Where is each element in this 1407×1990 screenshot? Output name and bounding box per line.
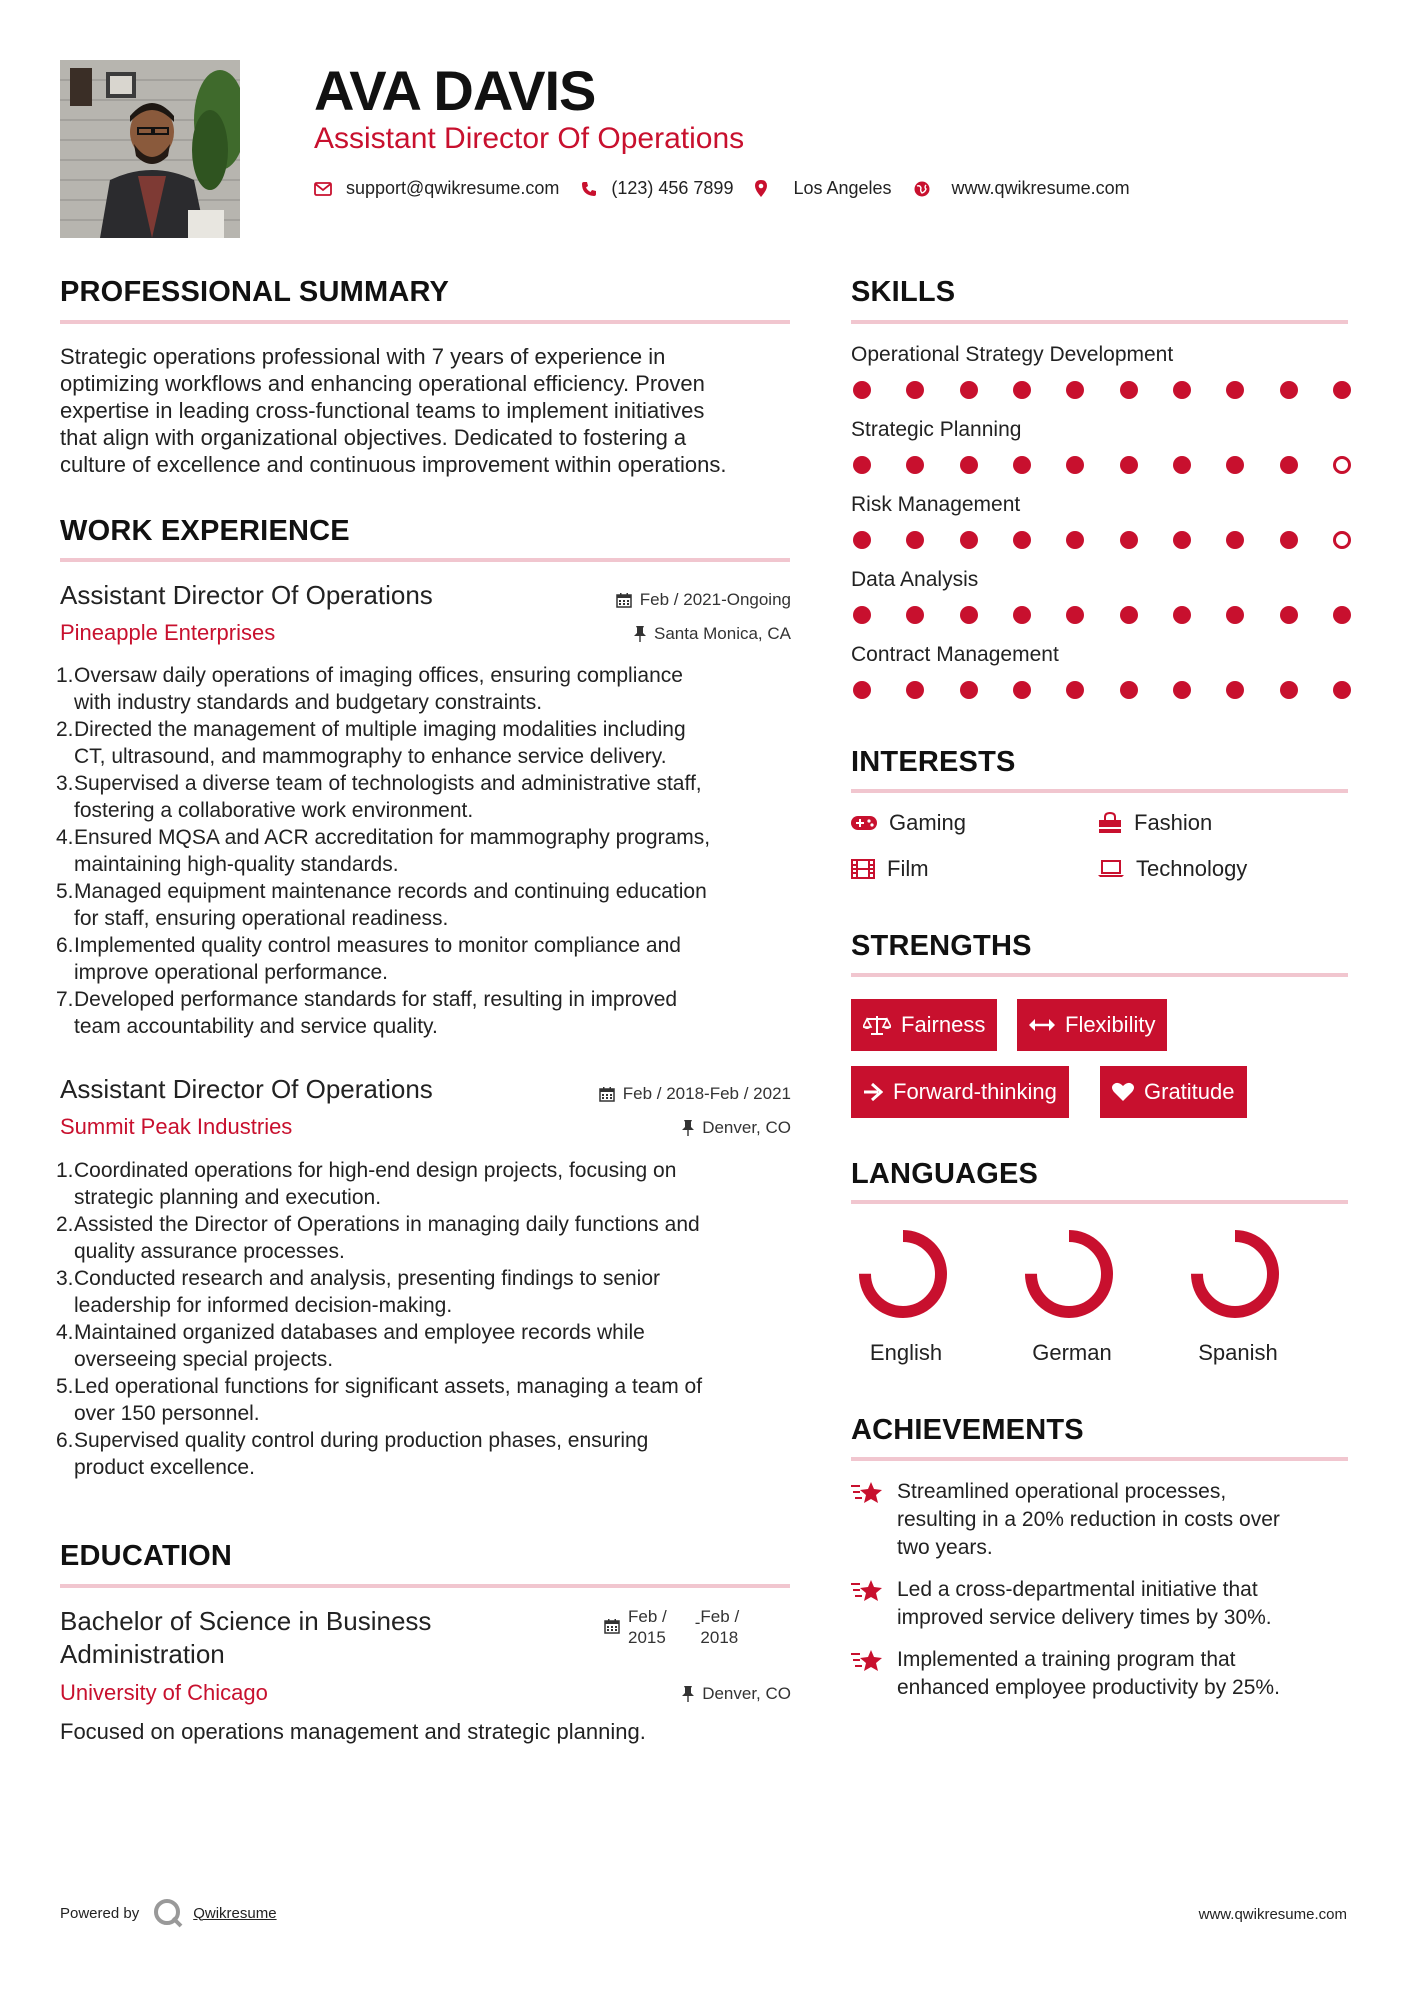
thumbtack-icon	[634, 626, 646, 642]
rating-dot-filled	[1013, 381, 1031, 399]
calendar-icon	[604, 1618, 620, 1634]
trophy-star-icon	[851, 1648, 885, 1674]
footer-powered-by: Powered by Qwikresume	[60, 1898, 277, 1928]
arrow-right-icon	[863, 1082, 883, 1102]
rating-dot-filled	[906, 606, 924, 624]
skill-rating	[853, 456, 1351, 474]
rating-dot-filled	[906, 681, 924, 699]
skill-rating	[853, 381, 1351, 399]
list-item: 6. Supervised quality control during production phases, ensuring product excellence.	[56, 1429, 649, 1479]
job-title: Assistant Director Of Operations	[60, 580, 433, 610]
rating-dot-filled	[1226, 606, 1244, 624]
rating-dot-filled	[1173, 606, 1191, 624]
job-location	[682, 1118, 791, 1138]
work-rule	[60, 558, 790, 562]
thumbtack-icon	[682, 1120, 694, 1136]
location-text: Los Angeles	[793, 178, 892, 198]
job-location-text: Denver, CO	[702, 1118, 791, 1137]
rating-dot-filled	[1013, 681, 1031, 699]
arrows-horizontal-icon	[1029, 1018, 1055, 1032]
rating-dot-filled	[853, 606, 871, 624]
calendar-icon	[599, 1086, 615, 1102]
list-item: 5. Led operational functions for significant assets, managing a team of over 150 personnel.	[56, 1375, 703, 1425]
footer-brand-link[interactable]: Qwikresume	[193, 1904, 277, 1922]
rating-dot-filled	[1173, 456, 1191, 474]
profile-photo	[60, 60, 240, 238]
rating-dot-filled	[1280, 606, 1298, 624]
school-name: University of Chicago	[60, 1680, 268, 1705]
skill-name: Contract Management	[851, 643, 1059, 666]
list-item: 3. Conducted research and analysis, presenting findings to senior leadership for informed decision-making.	[56, 1267, 661, 1317]
qwikresume-logo-icon	[153, 1898, 183, 1928]
skill-rating	[853, 681, 1351, 699]
interest-fashion: Fashion	[1098, 810, 1212, 836]
language-label: English	[869, 1340, 943, 1365]
rating-dot-filled	[960, 681, 978, 699]
list-item: 6. Implemented quality control measures to monitor compliance and improve operational performance.	[56, 934, 681, 984]
rating-dot-filled	[1280, 531, 1298, 549]
language-progress-icon	[1160, 1226, 1310, 1326]
rating-dot-filled	[853, 531, 871, 549]
summary-line: that align with organizational objectives. Dedicated to fostering a	[60, 425, 687, 450]
achievement-item: Implemented a training program that enhanced employee productivity by 25%.	[851, 1646, 1351, 1702]
rating-dot-filled	[1066, 381, 1084, 399]
phone-text: (123) 456 7899	[611, 178, 734, 198]
skill-name: Risk Management	[851, 493, 1021, 516]
degree-line: Administration	[60, 1639, 225, 1669]
list-item: 4. Ensured MQSA and ACR accreditation for mammography programs, maintaining high-quality standards.	[56, 826, 711, 876]
summary-line: optimizing workflows and enhancing operational efficiency. Proven	[60, 371, 705, 396]
strength-tag: Flexibility	[1017, 999, 1167, 1051]
rating-dot-filled	[906, 456, 924, 474]
language-progress-arc	[865, 1236, 941, 1312]
strengths-rule	[851, 973, 1348, 977]
rating-dot-filled	[853, 681, 871, 699]
rating-dot-filled	[906, 381, 924, 399]
rating-dot-filled	[1280, 681, 1298, 699]
job-date-text: Feb / 2021-Ongoing	[639, 590, 791, 609]
list-item: 3. Supervised a diverse team of technologists and administrative staff, fostering a collaborative work environment.	[56, 772, 702, 822]
job-date	[599, 1084, 791, 1104]
achievements-heading: ACHIEVEMENTS	[851, 1414, 1084, 1446]
candidate-title: Assistant Director Of Operations	[314, 122, 745, 155]
job-location-text: Santa Monica, CA	[653, 624, 791, 643]
language-progress-arc	[1197, 1236, 1273, 1312]
rating-dot-filled	[1120, 531, 1138, 549]
laptop-icon	[1098, 860, 1124, 878]
summary-text	[60, 343, 800, 478]
education-heading: EDUCATION	[60, 1540, 233, 1572]
rating-dot-filled	[1013, 456, 1031, 474]
job-title: Assistant Director Of Operations	[60, 1074, 433, 1104]
website-text: www.qwikresume.com	[951, 178, 1130, 198]
education-date: Feb / 2015 - Feb / 2018	[604, 1606, 739, 1648]
languages-heading: LANGUAGES	[851, 1158, 1039, 1190]
rating-dot-filled	[1173, 381, 1191, 399]
rating-dot-filled	[1013, 531, 1031, 549]
interests-rule	[851, 789, 1348, 793]
rating-dot-filled	[1120, 681, 1138, 699]
balance-scale-icon	[863, 1014, 891, 1036]
skill-name: Strategic Planning	[851, 418, 1022, 441]
map-marker-icon	[755, 180, 767, 197]
film-icon	[851, 859, 875, 879]
candidate-name: AVA DAVIS	[314, 59, 596, 122]
list-item: 5. Managed equipment maintenance records and continuing education for staff, ensuring operational readiness.	[56, 880, 707, 930]
language-progress-icon	[828, 1226, 978, 1326]
summary-line: Strategic operations professional with 7 years of experience in	[60, 344, 666, 369]
globe-icon	[914, 181, 930, 197]
gamepad-icon	[851, 815, 877, 831]
degree-line: Bachelor of Science in Business	[60, 1606, 432, 1636]
rating-dot-filled	[1333, 606, 1351, 624]
interest-film: Film	[851, 856, 929, 882]
list-item: 2. Directed the management of multiple imaging modalities including CT, ultrasound, and mammography to enhance service delivery.	[56, 718, 686, 768]
phone-icon	[581, 181, 597, 197]
job-date	[616, 590, 791, 610]
rating-dot-filled	[1333, 381, 1351, 399]
strength-tag: Fairness	[851, 999, 997, 1051]
interests-heading: INTERESTS	[851, 746, 1016, 778]
summary-line: culture of excellence and continuous improvement within operations.	[60, 452, 727, 477]
skill-rating	[853, 606, 1351, 624]
strength-tag: Forward-thinking	[851, 1066, 1069, 1118]
email-text: support@qwikresume.com	[346, 178, 560, 198]
rating-dot-filled	[1120, 381, 1138, 399]
rating-dot-filled	[1333, 681, 1351, 699]
job-bullets	[56, 1157, 801, 1481]
heart-icon	[1112, 1082, 1134, 1102]
work-heading: WORK EXPERIENCE	[60, 515, 350, 547]
trophy-star-icon	[851, 1480, 885, 1506]
interest-technology: Technology	[1098, 856, 1247, 882]
language-ring	[828, 1226, 978, 1331]
rating-dot-empty	[1333, 456, 1351, 474]
rating-dot-empty	[1333, 531, 1351, 549]
summary-line: expertise in leading cross-functional teams to implement initiatives	[60, 398, 705, 423]
skill-name: Operational Strategy Development	[851, 343, 1174, 366]
rating-dot-filled	[1013, 606, 1031, 624]
rating-dot-filled	[960, 531, 978, 549]
achievement-item: Led a cross-departmental initiative that improved service delivery times by 30%.	[851, 1576, 1351, 1632]
rating-dot-filled	[853, 456, 871, 474]
list-item: 7. Developed performance standards for staff, resulting in improved team accountability and service quality.	[56, 988, 678, 1038]
language-ring	[1160, 1226, 1310, 1331]
calendar-icon	[616, 592, 632, 608]
education-rule	[60, 1584, 790, 1588]
rating-dot-filled	[960, 456, 978, 474]
rating-dot-filled	[1120, 456, 1138, 474]
rating-dot-filled	[1280, 456, 1298, 474]
language-progress-icon	[994, 1226, 1144, 1326]
rating-dot-filled	[1226, 456, 1244, 474]
rating-dot-filled	[1066, 456, 1084, 474]
achievements-rule	[851, 1457, 1348, 1461]
rating-dot-filled	[1226, 681, 1244, 699]
rating-dot-filled	[960, 381, 978, 399]
rating-dot-filled	[1226, 381, 1244, 399]
skill-name: Data Analysis	[851, 568, 979, 591]
rating-dot-filled	[1226, 531, 1244, 549]
list-item: 1. Oversaw daily operations of imaging offices, ensuring compliance with industry standards and budgetary constraints.	[56, 664, 683, 714]
footer-website-link[interactable]: www.qwikresume.com	[1198, 1906, 1347, 1923]
strengths-heading: STRENGTHS	[851, 930, 1032, 962]
contact-phone[interactable]	[581, 178, 733, 199]
rating-dot-filled	[1173, 681, 1191, 699]
language-label: Spanish	[1198, 1340, 1278, 1365]
rating-dot-filled	[960, 606, 978, 624]
list-item: 4. Maintained organized databases and employee records while overseeing special projects.	[56, 1321, 645, 1371]
list-item: 2. Assisted the Director of Operations in managing daily functions and quality assurance processes.	[56, 1213, 700, 1263]
strength-tag: Gratitude	[1100, 1066, 1247, 1118]
contact-bar	[314, 178, 1152, 199]
trophy-star-icon	[851, 1578, 885, 1604]
skills-rule	[851, 320, 1348, 324]
language-progress-arc	[1031, 1236, 1107, 1312]
education-location: Denver, CO	[682, 1684, 791, 1704]
rating-dot-filled	[906, 531, 924, 549]
interest-gaming: Gaming	[851, 810, 966, 836]
shopping-bag-icon	[1098, 812, 1122, 834]
achievement-item: Streamlined operational processes, resulting in a 20% reduction in costs over two years.	[851, 1478, 1351, 1562]
rating-dot-filled	[1066, 606, 1084, 624]
summary-heading: PROFESSIONAL SUMMARY	[60, 276, 450, 308]
language-label: German	[1032, 1340, 1112, 1365]
job-company: Pineapple Enterprises	[60, 620, 276, 645]
contact-location	[755, 178, 891, 199]
skill-rating	[853, 531, 1351, 549]
list-item: 1. Coordinated operations for high-end design projects, focusing on strategic planning and execution.	[56, 1159, 677, 1209]
language-ring	[994, 1226, 1144, 1331]
envelope-icon	[314, 182, 332, 196]
job-company: Summit Peak Industries	[60, 1114, 293, 1139]
rating-dot-filled	[853, 381, 871, 399]
languages-rule	[851, 1200, 1348, 1204]
job-location	[634, 624, 791, 644]
contact-email[interactable]	[314, 178, 559, 199]
degree-title	[60, 1605, 431, 1671]
rating-dot-filled	[1280, 381, 1298, 399]
rating-dot-filled	[1066, 531, 1084, 549]
job-bullets	[56, 662, 801, 1040]
rating-dot-filled	[1173, 531, 1191, 549]
contact-website[interactable]	[914, 178, 1130, 199]
job-date-text: Feb / 2018-Feb / 2021	[622, 1084, 791, 1103]
rating-dot-filled	[1066, 681, 1084, 699]
rating-dot-filled	[1120, 606, 1138, 624]
education-description: Focused on operations management and strategic planning.	[60, 1719, 646, 1744]
skills-heading: SKILLS	[851, 276, 956, 308]
thumbtack-icon	[682, 1686, 694, 1702]
summary-rule	[60, 320, 790, 324]
